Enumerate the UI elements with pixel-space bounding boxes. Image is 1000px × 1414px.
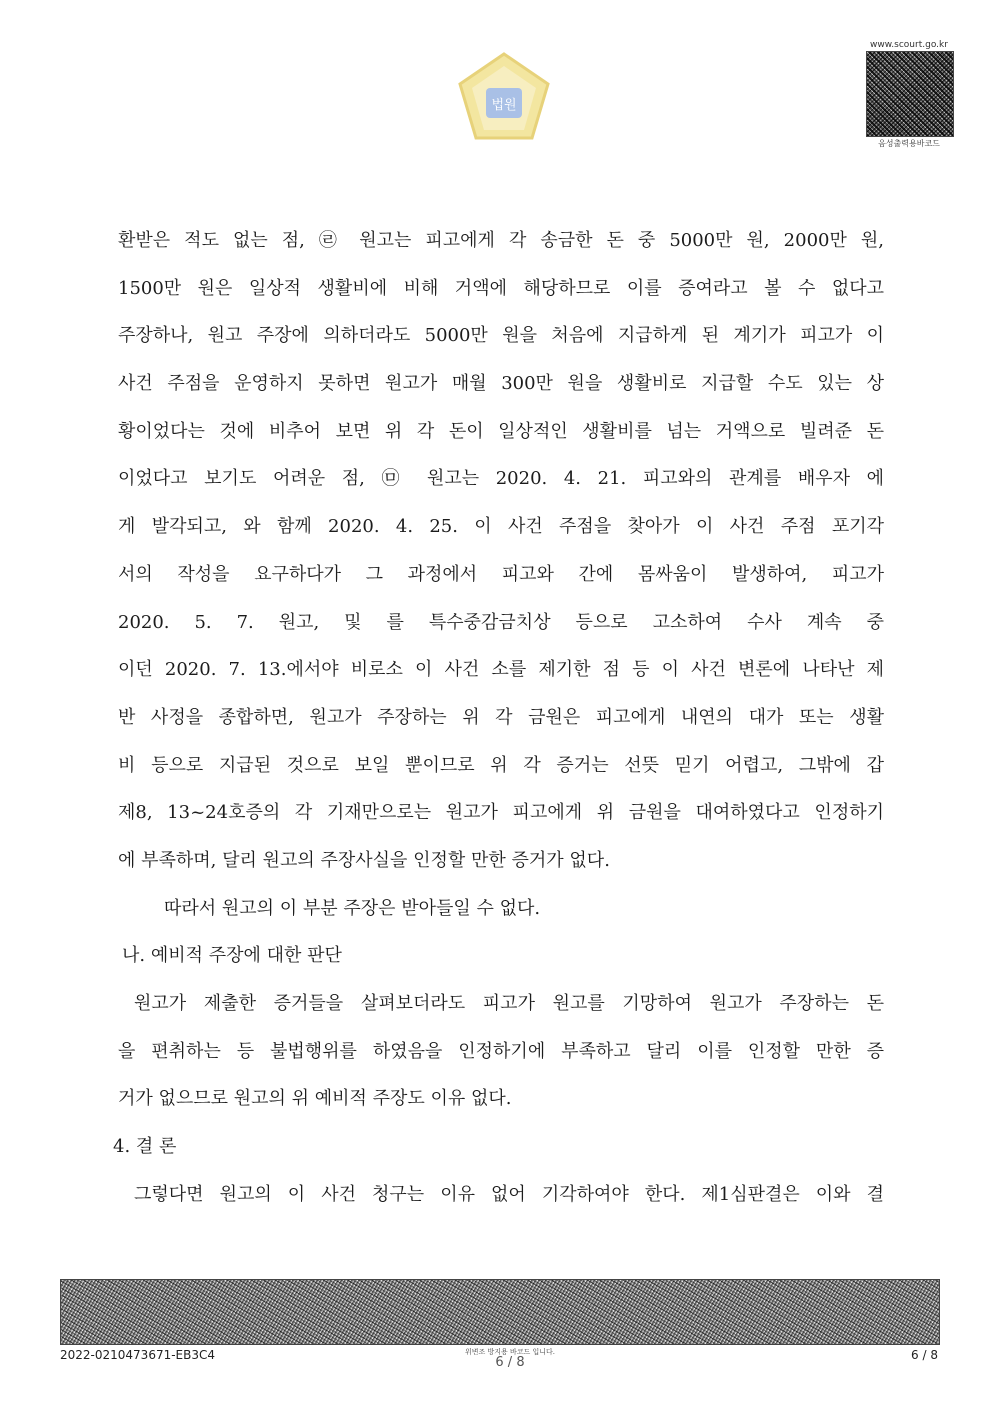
section-heading: 4. 결 론	[113, 1136, 177, 1158]
voice-barcode	[866, 51, 954, 137]
qr-url: www.scourt.go.kr	[870, 40, 948, 50]
body-line: 서의 작성을 요구하다가 그 과정에서 피고와 간에 몸싸움이 발생하여, 피고가	[118, 563, 884, 585]
anti-forgery-barcode	[60, 1279, 940, 1345]
body-line: 황이었다는 것에 비추어 보면 위 각 돈이 일상적인 생활비를 넘는 거액으로 빌려준 돈	[118, 420, 884, 442]
body-line: 이었다고 보기도 어려운 점, ㉤ 원고는 2020. 4. 21. 피고와의 관계를 배우자 에	[118, 468, 884, 490]
body-line: 1500만 원은 일상적 생활비에 비해 거액에 해당하므로 이를 증여라고 볼 수 없다고	[118, 277, 884, 299]
body-line: 게 발각되고, 와 함께 2020. 4. 25. 이 사건 주점을 찾아가 이 사건 주점 포기각	[118, 516, 884, 538]
body-line: 을 편취하는 등 불법행위를 하였음을 인정하기에 부족하고 달리 이를 인정할 만한 증	[118, 1040, 884, 1062]
document-body	[113, 217, 884, 1218]
body-line: 2020. 5. 7. 원고, 및 를 특수중감금치상 등으로 고소하여 수사 계속 중	[118, 611, 884, 633]
body-line: 거가 없으므로 원고의 위 예비적 주장도 이유 없다.	[118, 1088, 512, 1110]
qr-caption: 음성출력용바코드	[878, 139, 940, 148]
body-line: 따라서 원고의 이 부분 주장은 받아들일 수 없다.	[164, 897, 541, 919]
body-line: 그렇다면 원고의 이 사건 청구는 이유 없어 기각하여야 한다. 제1심판결은 이와 결	[134, 1183, 884, 1205]
body-line: 주장하나, 원고 주장에 의하더라도 5000만 원을 처음에 지급하게 된 계기가 피고가 이	[118, 325, 884, 347]
emblem-label: 법원	[491, 98, 517, 113]
body-line: 반 사정을 종합하면, 원고가 주장하는 위 각 금원은 피고에게 내연의 대가 또는 생활	[118, 706, 884, 728]
body-line: 사건 주점을 운영하지 못하면 원고가 매월 300만 원을 생활비로 지급할 수도 있는 상	[118, 373, 884, 395]
barcode-caption: 위변조 방지용 바코드 입니다.	[464, 1348, 556, 1356]
body-line: 환받은 적도 없는 점, ㉣ 원고는 피고에게 각 송금한 돈 중 5000만 원, 2000만 원,	[118, 230, 884, 251]
court-emblem-icon	[456, 50, 552, 142]
page-number-center: 6 / 8	[495, 1355, 525, 1370]
body-line: 비 등으로 지급된 것으로 보일 뿐이므로 위 각 증거는 선뜻 믿기 어렵고, 그밖에 갑	[118, 754, 884, 776]
body-line: 원고가 제출한 증거들을 살펴보더라도 피고가 원고를 기망하여 원고가 주장하는 돈	[134, 993, 884, 1014]
body-line: 이던 2020. 7. 13.에서야 비로소 이 사건 소를 제기한 점 등 이 사건 변론에 나타난 제	[118, 659, 884, 681]
page-number-right: 6 / 8	[911, 1348, 938, 1362]
body-line: 제8, 13~24호증의 각 기재만으로는 원고가 피고에게 위 금원을 대여하였다고 인정하기	[118, 802, 884, 824]
body-line: 에 부족하며, 달리 원고의 주장사실을 인정할 만한 증거가 없다.	[118, 849, 610, 871]
document-id: 2022-0210473671-EB3C4	[60, 1348, 216, 1362]
section-heading: 나. 예비적 주장에 대한 판단	[122, 945, 342, 967]
